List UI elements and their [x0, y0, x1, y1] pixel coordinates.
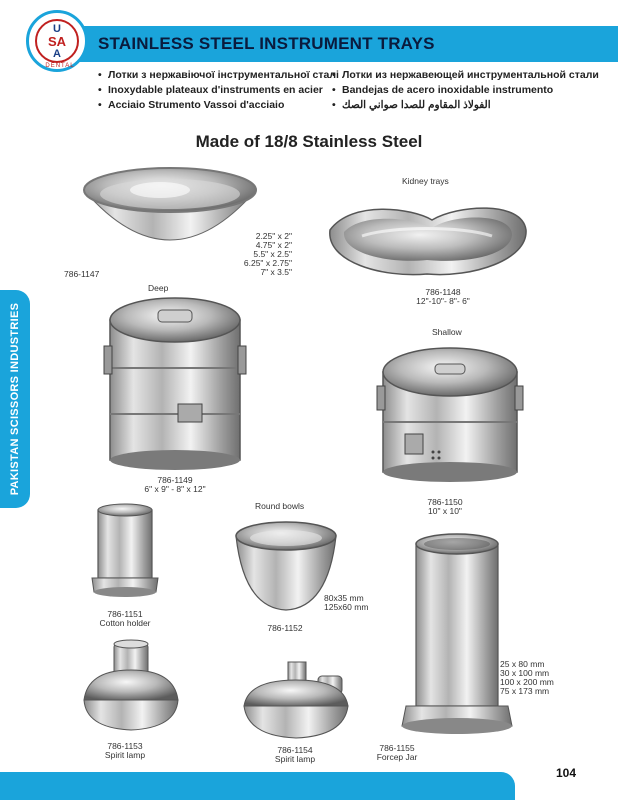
- product-code-1151: 786-1151: [107, 609, 143, 619]
- size-1149: 6" x 9" - 8" x 12": [144, 484, 206, 494]
- product-name-1153: Spirit lamp: [104, 750, 146, 760]
- footer-band: [0, 772, 515, 800]
- page-number: 104: [556, 766, 577, 780]
- size-1148: 12"-10"- 8"- 6": [416, 296, 470, 306]
- caption-round-bowls: Round bowls: [255, 501, 305, 511]
- product-name-1151: Cotton holder: [99, 618, 151, 628]
- forcep-jar-1155-image: [402, 530, 522, 740]
- sizes-1152: 80x35 mm 125x60 mm: [324, 593, 369, 612]
- product-name-1154: Spirit lamp: [274, 754, 316, 764]
- sterilizer-drum-1149-image: [100, 296, 250, 472]
- product-code-1155: 786-1155: [379, 743, 415, 753]
- side-tab: [0, 290, 30, 508]
- sterilizer-drum-1150-image: [375, 342, 525, 492]
- product-code-1147: 786-1147: [64, 269, 100, 279]
- product-code-1149: 786-1149: [157, 475, 193, 485]
- translations-left: [98, 68, 339, 113]
- page-title: STAINLESS STEEL INSTRUMENT TRAYS: [98, 34, 435, 53]
- translation-spanish: • Bandejas de acero inoxidable instrumento: [332, 83, 599, 98]
- translation-ukrainian: • Лотки з нержавіючої інструментальної сталі: [98, 68, 339, 83]
- sizes-1147: 2.25" x 2" 4.75" x 2" 5.5" x 2.5" 6.25" x 2.75" 7" x 3.5": [243, 231, 292, 277]
- cotton-holder-1151-image: [90, 500, 160, 600]
- translation-french: • Inoxydable plateaux d'instruments en acier: [98, 83, 339, 98]
- caption-kidney-trays: Kidney trays: [402, 176, 449, 186]
- translation-italian: • Acciaio Strumento Vassoi d'acciaio: [98, 98, 339, 113]
- translation-russian: • Лотки из нержавеющей инструментальной стали: [332, 68, 599, 83]
- spirit-lamp-1154-image: [240, 654, 352, 742]
- sizes-1155: 25 x 80 mm 30 x 100 mm 100 x 200 mm 75 x 173 mm: [500, 659, 554, 696]
- product-code-1152: 786-1152: [267, 623, 303, 633]
- side-tab-label: PAKISTAN SCISSORS INDUSTRIES: [9, 302, 21, 496]
- product-code-1150: 786-1150: [427, 497, 463, 507]
- product-code-1154: 786-1154: [277, 745, 313, 755]
- caption-shallow: Shallow: [432, 327, 462, 337]
- usa-dental-logo: U SA A DENTAL: [26, 10, 88, 72]
- spirit-lamp-1153-image: [78, 640, 188, 736]
- product-code-1153: 786-1153: [107, 741, 143, 751]
- caption-deep: Deep: [148, 283, 169, 293]
- product-code-1148: 786-1148: [425, 287, 461, 297]
- size-1150: 10" x 10": [428, 506, 462, 516]
- translations-right: [332, 68, 599, 113]
- translation-arabic: • الفولاذ المقاوم للصدا صواني الصك: [332, 98, 599, 113]
- product-name-1155: Forcep Jar: [376, 752, 418, 762]
- material-subtitle: Made of 18/8 Stainless Steel: [195, 132, 423, 151]
- kidney-tray-1148-image: [322, 200, 532, 282]
